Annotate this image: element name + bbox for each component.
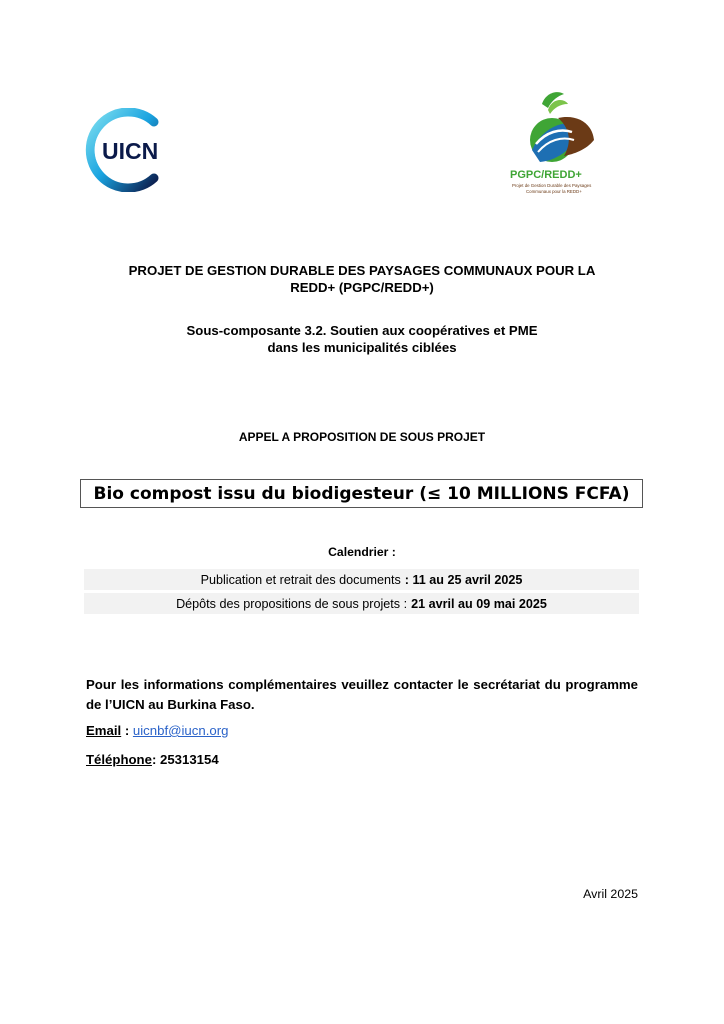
pgpc-logo-graphic [502,88,620,198]
contact-paragraph: Pour les informations complémentaires veuillez contacter le secrétariat du programme de l’UICN au Burkina Faso. [86,677,638,712]
calendar-row-value: : 11 au 25 avril 2025 [404,572,523,587]
email-label: Email [86,723,122,738]
calendar-label: Calendrier : [328,545,396,559]
pgpc-logo-text: PGPC/REDD+ [510,169,582,181]
subproject-title-box [80,479,643,508]
uicn-logo-text: UICN [102,138,159,164]
email-link[interactable]: uicnbf@iucn.org [132,723,229,738]
project-title-heading [80,262,644,296]
subcomponent-heading [80,322,644,356]
subcomponent-line-2: dans les municipalités ciblées [267,340,457,355]
call-for-proposals-heading: APPEL A PROPOSITION DE SOUS PROJET [238,430,486,444]
phone-value: 25313154 [160,752,219,767]
project-title-line-1: PROJET DE GESTION DURABLE DES PAYSAGES COMMUNAUX POUR LA [128,263,596,278]
calendar-row-submission [84,593,639,614]
email-separator: : [121,723,133,738]
uicn-logo [84,108,176,192]
pgpc-tagline-2: Communaux pour la REDD+ [526,189,582,194]
project-title-line-2: REDD+ (PGPC/REDD+) [290,280,434,295]
subproject-title: Bio compost issu du biodigesteur (≤ 10 MILLIONS FCFA) [93,483,630,504]
uicn-logo-graphic [84,108,176,192]
phone-line [86,752,219,767]
phone-separator: : [151,752,161,767]
subcomponent-line-1: Sous-composante 3.2. Soutien aux coopératives et PME [186,323,538,338]
calendar-row-label: Publication et retrait des documents [200,572,401,587]
email-line [86,723,228,738]
calendar-row-value: 21 avril au 09 mai 2025 [411,596,547,611]
pgpc-redd-logo [502,88,620,198]
document-date: Avril 2025 [583,887,638,901]
phone-label: Téléphone [86,752,152,767]
pgpc-tagline-1: Projet de Gestion Durable des Paysages [512,183,592,188]
calendar-row-label: Dépôts des propositions de sous projets : [176,596,408,611]
calendar-row-publication [84,569,639,590]
